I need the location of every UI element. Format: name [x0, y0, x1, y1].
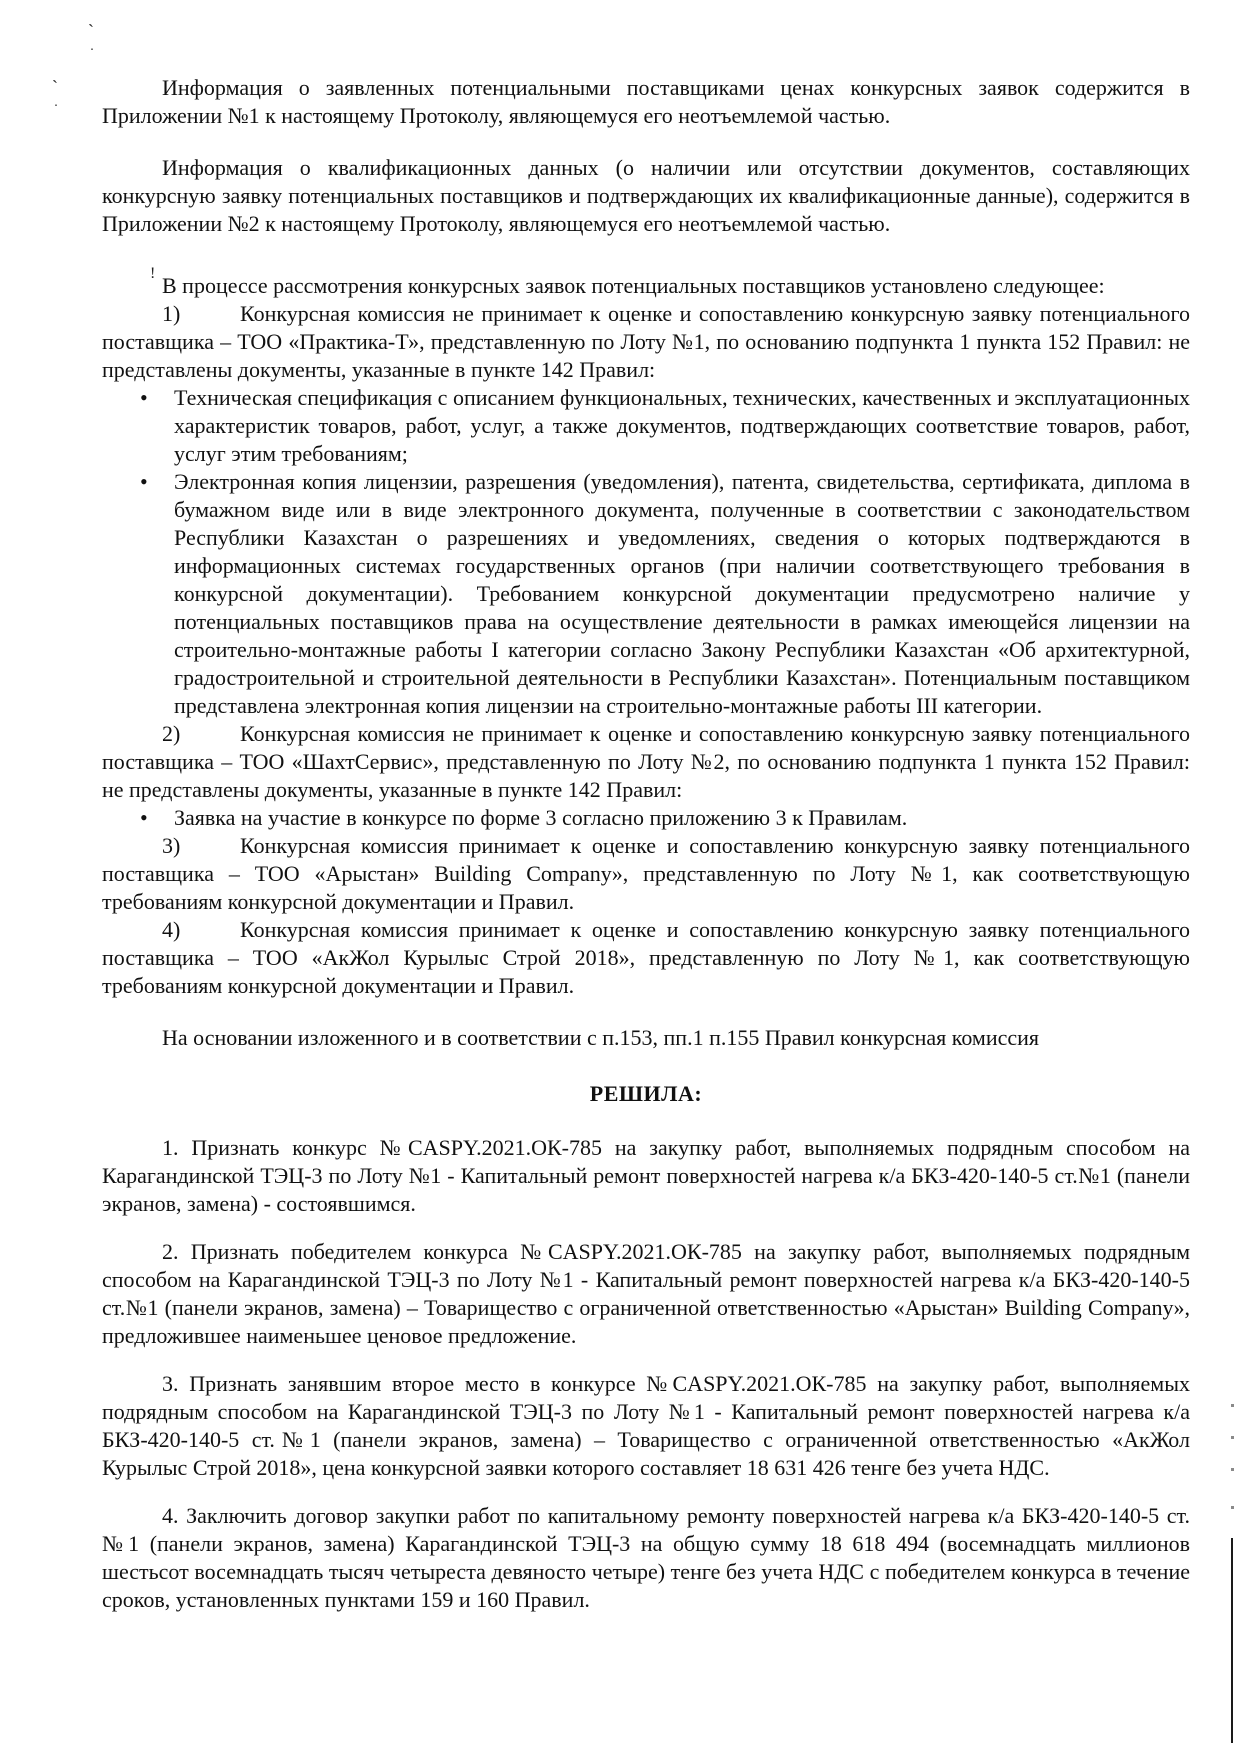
review-item-3-number: 3) — [162, 833, 181, 858]
review-item-4 — [102, 916, 1190, 1000]
review-item-2 — [102, 720, 1190, 804]
review-item-4-number: 4) — [162, 917, 181, 942]
scan-speck — [1231, 1436, 1234, 1439]
decision-1: 1. Признать конкурс №CASPY.2021.ОК-785 на закупку работ, выполняемых подрядным способом на Карагандинской ТЭЦ-3 по Лоту №1 - Капитальный ремонт поверхностей нагрева к/а БКЗ-420-140-5 ст.№1 (панели экранов, замена) - состоявшимся. — [102, 1135, 1190, 1216]
decision-2: 2. Признать победителем конкурса №CASPY.2021.ОК-785 на закупку работ, выполняемых подрядным способом на Карагандинской ТЭЦ-3 по Лоту №1 - Капитальный ремонт поверхностей нагрева к/а БКЗ-420-140-5 ст.№1 (панели экранов, замена) – Товарищество с ограниченной ответственностью «Арыстан» Building Company», предложившее наименьшее ценовое предложение. — [102, 1239, 1190, 1348]
review-item-2-number: 2) — [162, 721, 181, 746]
review-item-3 — [102, 832, 1190, 916]
document-body — [102, 74, 1190, 1614]
bullet-license-copy: • Электронная копия лицензии, разрешения (уведомления), патента, свидетельства, сертификата, диплома в бумажном виде или в виде электронного документа, полученные в соответствии с законодательством Республики Казахстан о разрешениях и уведомлениях, сведения о которых подтверждаются в информационных системах государственных органов (при наличии соответствующего требования в конкурсной документации). Требованием конкурсной документации предусмотрено наличие у потенциальных поставщиков права на осуществление деятельности в рамках имеющейся лицензии на строительно-монтажные работы I категории согласно Закону Республики Казахстан «Об архитектурной, градостроительной и строительной деятельности в Республики Казахстан». Потенциальным поставщиком представлена электронная копия лицензии на строительно-монтажные работы III категории. — [174, 468, 1190, 720]
review-item-4-text: Конкурсная комиссия принимает к оценке и сопоставлению конкурсную заявку потенциального поставщика – ТОО «АкЖол Курылыс Строй 2018», представленную по Лоту №1, как соответствующую требованиям конкурсной документации и Правил. — [102, 917, 1190, 998]
scan-speck: ․ — [90, 39, 95, 53]
paragraph-basis: На основании изложенного и в соответствии с п.153, пп.1 п.155 Правил конкурсная комиссия — [162, 1025, 1040, 1050]
paragraph-review-intro: В процессе рассмотрения конкурсных заявок потенциальных поставщиков установлено следующее: — [162, 273, 1105, 298]
paragraph-prices-info: Информация о заявленных потенциальными поставщиками ценах конкурсных заявок содержится в Приложении №1 к настоящему Протоколу, являющемуся его неотъемлемой частью. — [102, 75, 1190, 128]
scan-speck: ` — [52, 77, 58, 97]
review-item-1-text: Конкурсная комиссия не принимает к оценке и сопоставлению конкурсную заявку потенциального поставщика – ТОО «Практика-Т», представленную по Лоту №1, по основанию подпункта 1 пункта 152 Правил: не представлены документы, указанные в пункте 142 Правил: — [102, 301, 1190, 382]
scan-speck — [1231, 1404, 1234, 1407]
scan-edge-line — [1231, 1538, 1233, 1743]
decision-4: 4. Заключить договор закупки работ по капитальному ремонту поверхностей нагрева к/а БКЗ-420-140-5 ст.№1 (панели экранов, замена) Карагандинской ТЭЦ-3 на общую сумму 18 618 494 (восемнадцать миллионов шестьсот восемнадцать тысяч четыреста девяносто четыре) тенге без учета НДС с победителем конкурса в течение сроков, установленных пунктами 159 и 160 Правил. — [102, 1503, 1190, 1612]
bullet-application-form: • Заявка на участие в конкурсе по форме 3 согласно приложению 3 к Правилам. — [174, 804, 1190, 832]
scan-speck: ` — [88, 21, 94, 41]
review-item-3-text: Конкурсная комиссия принимает к оценке и сопоставлению конкурсную заявку потенциального поставщика – ТОО «Арыстан» Building Company», представленную по Лоту №1, как соответствующую требованиям конкурсной документации и Правил. — [102, 833, 1190, 914]
review-item-1-number: 1) — [162, 301, 181, 326]
scan-speck — [1231, 1468, 1234, 1471]
scan-speck: ․ — [54, 95, 59, 109]
scan-speck — [1231, 1506, 1234, 1509]
scan-speck: ! — [150, 265, 156, 282]
item-2-bullet-list — [102, 804, 1190, 832]
review-item-2-text: Конкурсная комиссия не принимает к оценке и сопоставлению конкурсную заявку потенциального поставщика – ТОО «ШахтСервис», представленную по Лоту №2, по основанию подпункта 1 пункта 152 Правил: не представлены документы, указанные в пункте 142 Правил: — [102, 721, 1190, 802]
item-1-bullet-list — [102, 384, 1190, 720]
decision-heading: РЕШИЛА: — [589, 1081, 703, 1106]
decision-3: 3. Признать занявшим второе место в конкурсе №CASPY.2021.ОК-785 на закупку работ, выполняемых подрядным способом на Карагандинской ТЭЦ-3 по Лоту №1 - Капитальный ремонт поверхностей нагрева к/а БКЗ-420-140-5 ст.№1 (панели экранов, замена) – Товарищество с ограниченной ответственностью «АкЖол Курылыс Строй 2018», цена конкурсной заявки которого составляет 18 631 426 тенге без учета НДС. — [102, 1371, 1190, 1480]
bullet-technical-specification: • Техническая спецификация с описанием функциональных, технических, качественных и эксплуатационных характеристик товаров, работ, услуг, а также документов, подтверждающих соответствие товаров, работ, услуг этим требованиям; — [174, 384, 1190, 468]
review-item-1 — [102, 300, 1190, 384]
paragraph-qualification-info: Информация о квалификационных данных (о наличии или отсутствии документов, составляющих конкурсную заявку потенциальных поставщиков и подтверждающих их квалификационные данные), содержится в Приложении №2 к настоящему Протоколу, являющемуся его неотъемлемой частью. — [102, 155, 1190, 236]
